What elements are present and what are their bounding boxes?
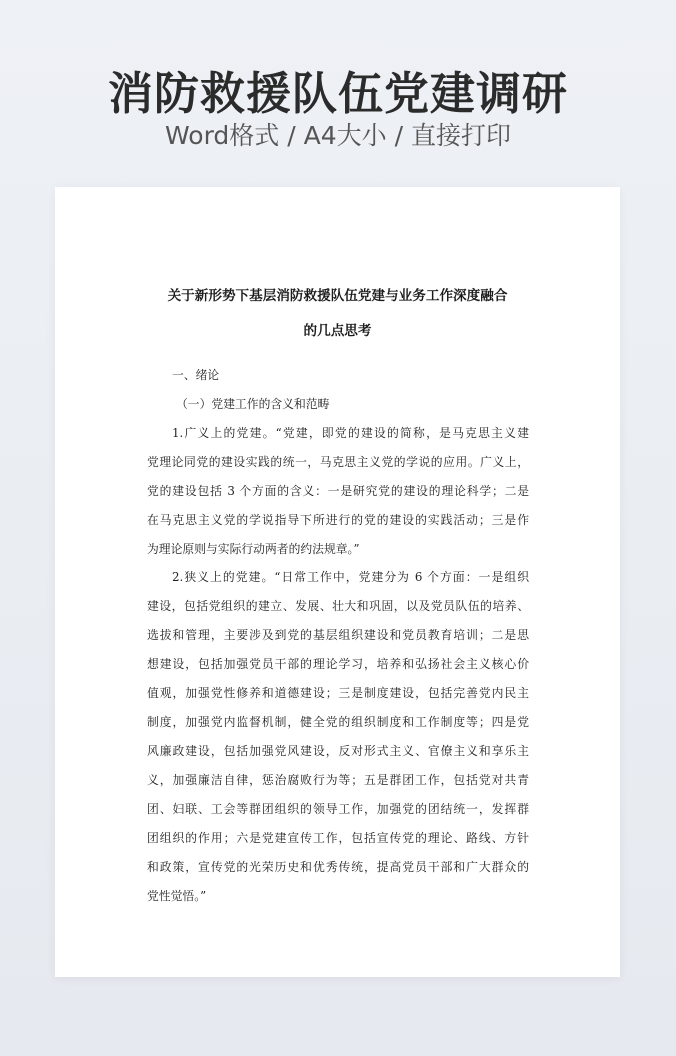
document-title-line-1: 关于新形势下基层消防救援队伍党建与业务工作深度融合 [167,288,508,304]
paragraph-1-line: 党的建设包括 3 个方面的含义：一是研究党的建设的理论科学；二是 [147,484,529,498]
subsection-heading: （一）党建工作的含义和范畴 [176,397,330,411]
banner-subtitle: Word格式 / A4大小 / 直接打印 [165,121,511,150]
paragraph-2-line: 党性觉悟。” [147,889,207,903]
paragraph-2-line: 想建设，包括加强党员干部的理论学习，培养和弘扬社会主义核心价 [147,657,529,671]
paragraph-1-line: 党理论同党的建设实践的统一，马克思主义党的学说的应用。广义上， [147,455,529,469]
paragraph-2-line: 选拔和管理，主要涉及到党的基层组织建设和党员教育培训；二是思 [147,628,529,642]
paragraph-1-line: 1.广义上的党建。“党建，即党的建设的简称，是马克思主义建 [172,426,529,440]
paragraph-2-line: 建设，包括党组织的建立、发展、壮大和巩固，以及党员队伍的培养、 [147,599,529,613]
paragraph-2-line: 义，加强廉洁自律，惩治腐败行为等；五是群团工作，包括党对共青 [147,773,529,787]
paragraph-2-line: 团组织的作用；六是党建宣传工作，包括宣传党的理论、路线、方针 [147,831,529,845]
paragraph-2-line: 团、妇联、工会等群团组织的领导工作，加强党的团结统一，发挥群 [147,802,529,816]
paragraph-2-line: 2.狭义上的党建。“日常工作中，党建分为 6 个方面：一是组织 [172,570,529,584]
paragraph-2-line: 值观，加强党性修养和道德建设；三是制度建设，包括完善党内民主 [147,686,529,700]
paragraph-2-line: 风廉政建设，包括加强党风建设，反对形式主义、官僚主义和享乐主 [147,744,529,758]
document-title-line-2: 的几点思考 [303,323,372,339]
banner-title: 消防救援队伍党建调研 [107,67,568,120]
section-heading: 一、绪论 [172,368,220,382]
paragraph-1-line: 为理论原则与实际行动两者的约法规章。” [147,542,360,556]
document-page [55,187,620,977]
paragraph-2-line: 和政策，宣传党的光荣历史和优秀传统，提高党员干部和广大群众的 [147,860,529,874]
paragraph-2-line: 制度，加强党内监督机制，健全党的组织制度和工作制度等；四是党 [147,715,529,729]
paragraph-1-line: 在马克思主义党的学说指导下所进行的党的建设的实践活动；三是作 [147,513,529,527]
